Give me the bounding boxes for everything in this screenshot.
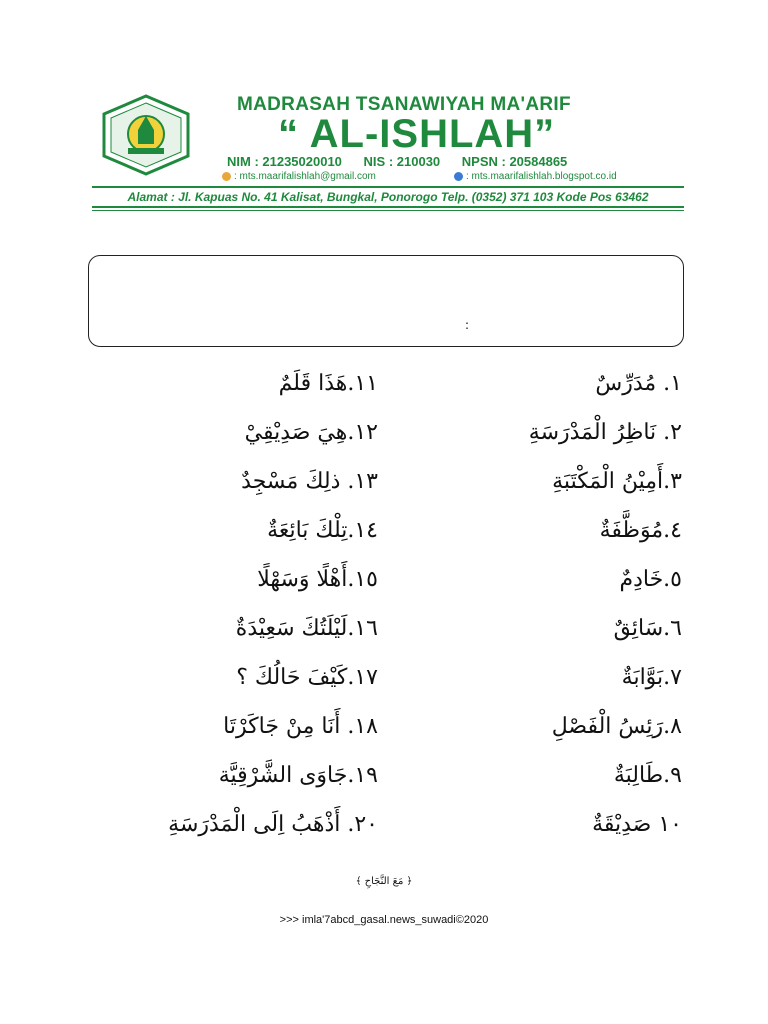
list-item: ١٠ صَدِيْقَةٌ	[592, 812, 682, 837]
list-item: ١٦.لَيْلَتُكَ سَعِيْدَةٌ	[235, 616, 378, 641]
nim-text: NIM : 21235020010	[227, 154, 342, 169]
footer-credit: >>> imla'7abcd_gasal.news_suwadi©2020	[279, 914, 489, 926]
list-item: ١١.هَذَا قَلَمٌ	[278, 371, 378, 396]
email-contact	[222, 171, 376, 182]
list-item: ٤.مُوَظَّفَةٌ	[599, 518, 682, 543]
word-list-left	[78, 362, 378, 852]
email-icon	[222, 172, 231, 181]
list-item: ١٢.هِيَ صَدِيْقِيْ	[244, 420, 378, 445]
header-divider	[92, 206, 684, 208]
list-item: ٢. نَاظِرُ الْمَدْرَسَةِ	[528, 420, 682, 445]
info-box	[88, 255, 684, 347]
list-item: ٨.رَئِسُ الْفَصْلِ	[551, 714, 682, 739]
box-colon: :	[465, 318, 470, 332]
list-item: ٣.أَمِيْنُ الْمَكْتَبَةِ	[552, 469, 682, 494]
letterhead	[92, 90, 684, 212]
email-text: : mts.maarifalishlah@gmail.com	[234, 171, 376, 182]
list-item: ٢٠. أَذْهَبُ اِلَى الْمَدْرَسَةِ	[168, 812, 378, 837]
list-item: ١٣. ذلِكَ مَسْجِدٌ	[241, 469, 378, 494]
school-ids	[227, 154, 585, 169]
list-item: ٩.طَالِبَةٌ	[613, 763, 682, 788]
list-item: ١٨. أَنَا مِنْ جَاكَرْتَا	[223, 714, 378, 739]
npsn-text: NPSN : 20584865	[461, 154, 568, 169]
school-emblem-icon	[98, 94, 194, 176]
header-divider	[92, 186, 684, 188]
blog-contact	[454, 171, 617, 182]
school-name: MADRASAH TSANAWIYAH MA'ARIF	[237, 94, 571, 115]
list-item: ١٧.كَيْفَ حَالُكَ ؟	[236, 665, 378, 690]
list-item: ٧.بَوَّابَةٌ	[621, 665, 682, 690]
school-title: “ AL-ISHLAH”	[278, 112, 556, 156]
list-item: ١٥.أَهْلًا وَسَهْلًا	[257, 567, 378, 592]
word-list-right	[382, 362, 682, 852]
list-item: ٥.خَادِمٌ	[619, 567, 682, 592]
list-item: ١. مُدَرِّسٌ	[595, 371, 682, 396]
list-item: ١٩.جَاوَى الشَّرْقِيَّة	[218, 763, 378, 788]
header-divider	[92, 210, 684, 211]
blog-text: : mts.maarifalishlah.blogspot.co.id	[466, 171, 617, 182]
list-item: ١٤.تِلْكَ بَائِعَةٌ	[267, 518, 378, 543]
address-text: Alamat : Jl. Kapuas No. 41 Kalisat, Bungkal, Ponorogo Telp. (0352) 371 103 Kode Pos 63462	[127, 190, 649, 204]
globe-icon	[454, 172, 463, 181]
nis-text: NIS : 210030	[363, 154, 441, 169]
closing-phrase: ﴿ مَعَ النَّجَاحِ ﴾	[355, 876, 413, 887]
list-item: ٦.سَائِقٌ	[613, 616, 682, 641]
